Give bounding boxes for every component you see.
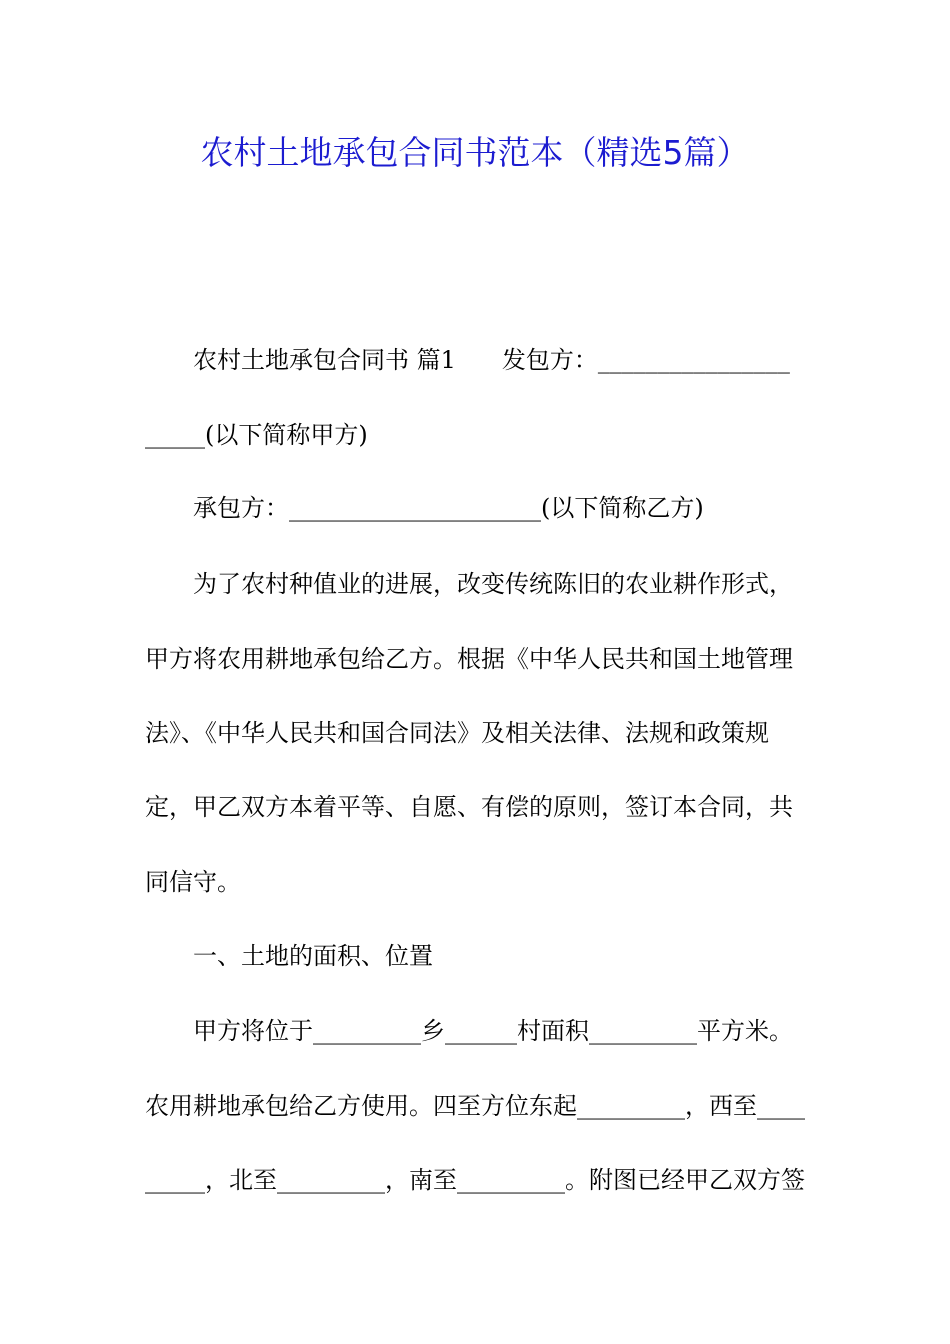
text-line: 农用耕地承包给乙方使用。四至方位东起_________，西至____ <box>145 1092 805 1120</box>
text-line: _____，北至_________，南至_________。附图已经甲乙双方签 <box>145 1166 805 1194</box>
paragraph-heading-line <box>193 344 790 376</box>
section-heading: 一、土地的面积、位置 <box>193 942 433 970</box>
contractor-field: 发包方：________________ <box>501 346 790 374</box>
text-line: 同信守。 <box>145 868 241 896</box>
text-line: 承包方：_____________________(以下简称乙方) <box>193 494 704 522</box>
text-line: 甲方将位于_________乡______村面积_________平方米。 <box>193 1017 793 1045</box>
document-title: 农村土地承包合同书范本（精选5篇） <box>200 133 750 172</box>
text-line: 定，甲乙双方本着平等、自愿、有偿的原则，签订本合同，共 <box>145 793 793 821</box>
text-line: 法》、《中华人民共和国合同法》及相关法律、法规和政策规 <box>145 719 769 747</box>
text-line: 甲方将农用耕地承包给乙方。根据《中华人民共和国土地管理 <box>145 645 793 673</box>
text-line: _____(以下简称甲方) <box>145 421 368 449</box>
text-line: 为了农村种值业的进展，改变传统陈旧的农业耕作形式， <box>193 570 793 598</box>
contract-section-label: 农村土地承包合同书 篇1 <box>193 346 456 374</box>
